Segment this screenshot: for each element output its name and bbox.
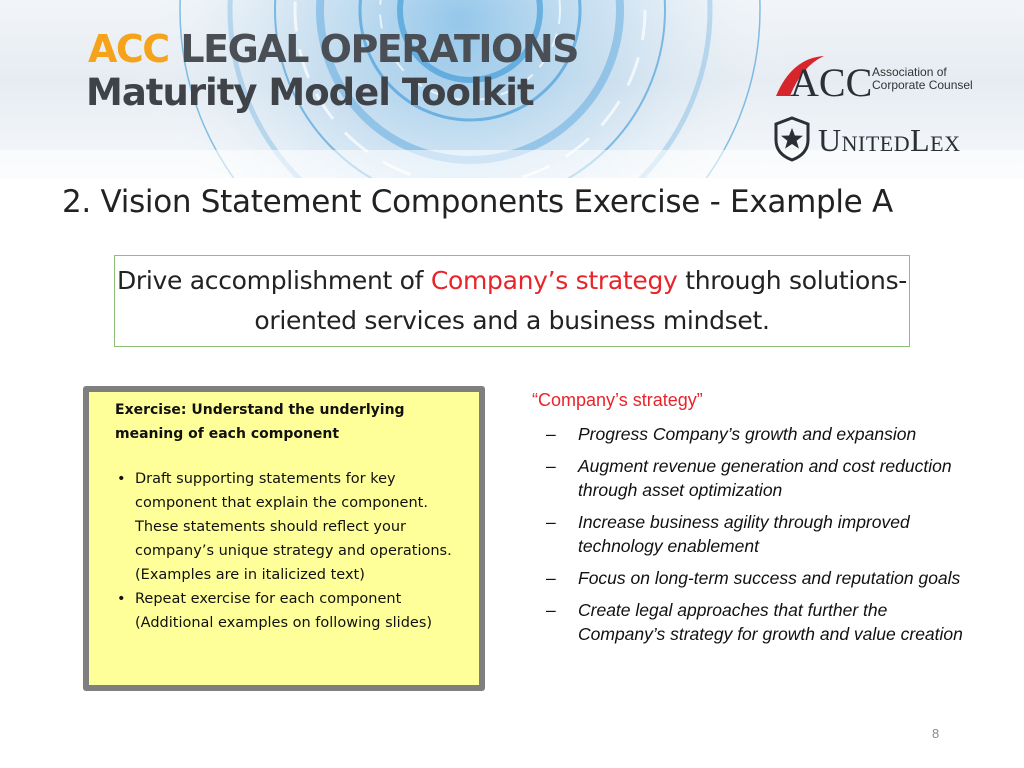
list-item bbox=[546, 566, 976, 590]
strategy-item-text: Progress Company’s growth and expansion bbox=[578, 424, 917, 444]
bullet-glyph: • bbox=[117, 591, 126, 607]
strategy-heading: “Company’s strategy” bbox=[532, 390, 703, 410]
acc-mark-text: ACC bbox=[790, 60, 872, 104]
page-number: 8 bbox=[932, 726, 940, 741]
brand-title bbox=[88, 27, 579, 71]
strategy-list bbox=[546, 422, 976, 654]
vision-statement-box bbox=[114, 255, 910, 347]
dash-glyph: – bbox=[546, 600, 556, 620]
exercise-list bbox=[115, 467, 475, 635]
vision-text-after: through solutions-oriented services and a business mindset. bbox=[254, 266, 908, 335]
header-banner bbox=[0, 0, 1024, 178]
acc-tagline-line1: Association of bbox=[872, 65, 947, 79]
exercise-item-text: Draft supporting statements for key component that explain the component. These statements should reflect your company’s unique strategy and operations. (Examples are in italicized text) bbox=[135, 471, 452, 583]
dash-glyph: – bbox=[546, 568, 556, 588]
acc-logo-mark bbox=[772, 52, 872, 104]
vision-statement bbox=[115, 261, 909, 341]
list-item bbox=[115, 587, 475, 635]
unitedlex-logo bbox=[772, 116, 992, 164]
brand-acc: ACC bbox=[88, 27, 169, 71]
vision-highlight: Company’s strategy bbox=[430, 266, 678, 295]
acc-logo bbox=[772, 52, 982, 104]
exercise-item-text: Repeat exercise for each component (Additional examples on following slides) bbox=[135, 591, 433, 631]
strategy-item-text: Focus on long-term success and reputation goals bbox=[578, 568, 961, 588]
dash-glyph: – bbox=[546, 512, 556, 532]
list-item bbox=[115, 467, 475, 587]
strategy-item-text: Augment revenue generation and cost reduction through asset optimization bbox=[578, 456, 952, 500]
brand-subtitle: Maturity Model Toolkit bbox=[86, 71, 534, 114]
star-shield-icon bbox=[772, 116, 812, 162]
exercise-box bbox=[83, 386, 485, 691]
strategy-item-text: Increase business agility through improved technology enablement bbox=[578, 512, 910, 556]
dash-glyph: – bbox=[546, 456, 556, 476]
list-item bbox=[546, 598, 976, 646]
acc-tagline bbox=[872, 66, 973, 92]
list-item bbox=[546, 422, 976, 446]
brand-legal-operations: LEGAL OPERATIONS bbox=[180, 27, 579, 71]
dash-glyph: – bbox=[546, 424, 556, 444]
unitedlex-wordmark: UnitedLex bbox=[818, 122, 961, 158]
acc-tagline-line2: Corporate Counsel bbox=[872, 78, 973, 92]
vision-text-before: Drive accomplishment of bbox=[116, 266, 431, 295]
bullet-glyph: • bbox=[117, 471, 126, 487]
strategy-item-text: Create legal approaches that further the Company’s strategy for growth and value creation bbox=[578, 600, 963, 644]
exercise-heading: Exercise: Understand the underlying meaning of each component bbox=[115, 402, 405, 442]
list-item bbox=[546, 510, 976, 558]
page-title: 2. Vision Statement Components Exercise - Example A bbox=[62, 184, 893, 220]
list-item bbox=[546, 454, 976, 502]
